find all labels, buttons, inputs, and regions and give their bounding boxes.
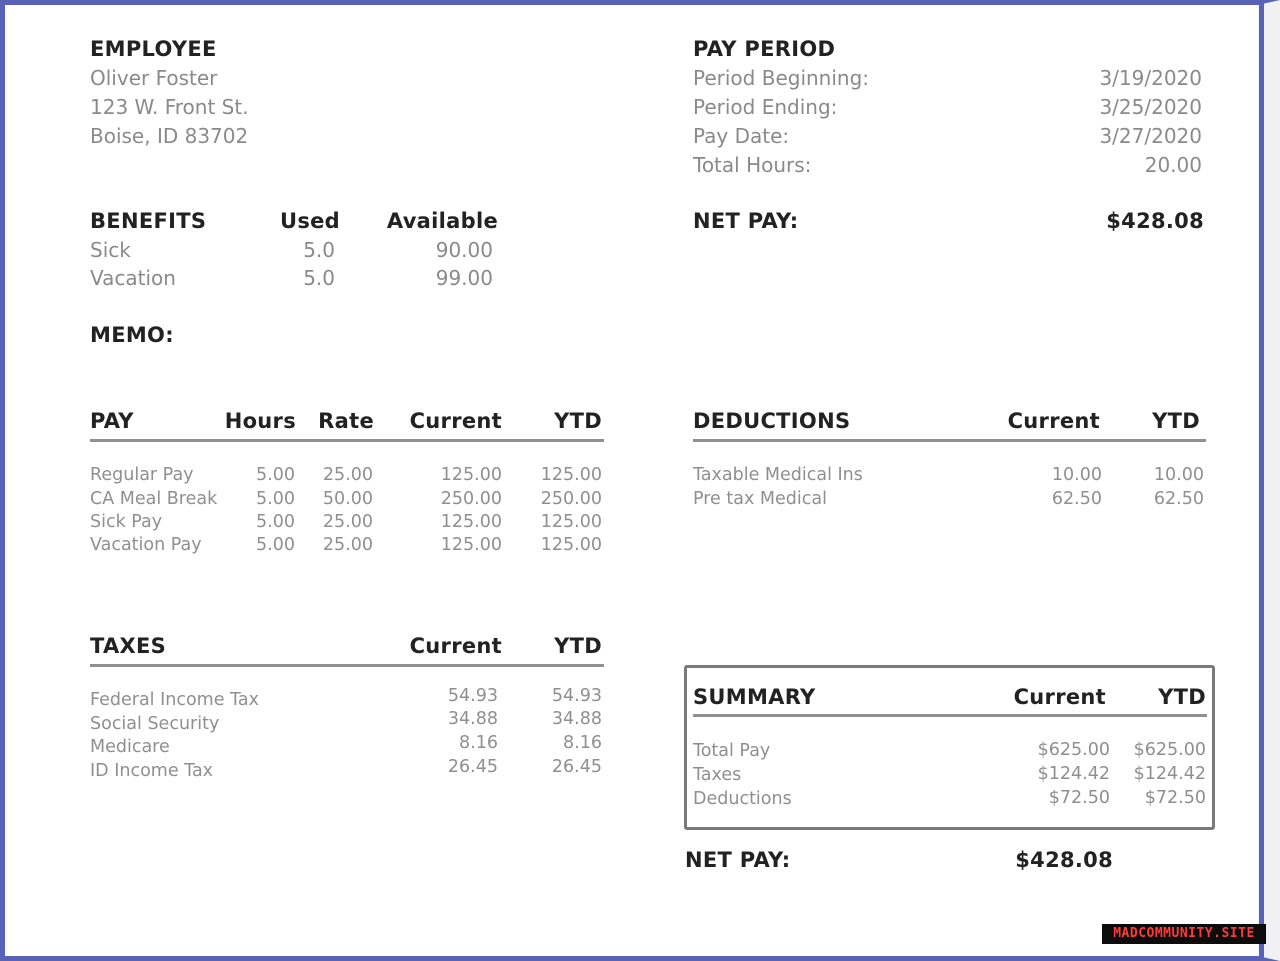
pay-row-label: Sick Pay (90, 512, 163, 532)
employee-city: Boise, ID 83702 (90, 124, 249, 148)
pay-row-rate: 50.00 (322, 489, 373, 509)
summary-row-ytd: $72.50 (1144, 788, 1206, 808)
benefit-available: 90.00 (435, 238, 493, 262)
pay-period-value: 20.00 (1144, 153, 1202, 177)
pay-row-label: Regular Pay (90, 465, 194, 485)
pay-row-ytd: 250.00 (540, 489, 602, 509)
net-pay-value: $428.08 (1106, 209, 1204, 233)
deduction-row-ytd: 10.00 (1153, 465, 1204, 485)
deductions-current-header: Current (1007, 409, 1100, 433)
tax-row-label: ID Income Tax (90, 761, 214, 781)
tax-row-label: Social Security (90, 714, 220, 734)
pay-period-label: Period Ending: (693, 95, 838, 119)
net-pay-summary-label: NET PAY: (685, 848, 791, 872)
deductions-ytd-header: YTD (1152, 409, 1200, 433)
summary-row-current: $72.50 (1048, 788, 1110, 808)
benefits-heading: BENEFITS (90, 209, 207, 233)
deduction-row-current: 10.00 (1051, 465, 1102, 485)
pay-period-label: Period Beginning: (693, 66, 870, 90)
tax-row-current: 54.93 (447, 686, 498, 706)
summary-row-current: $625.00 (1037, 740, 1110, 760)
frame-edge (1259, 0, 1264, 961)
taxes-divider (90, 664, 604, 667)
summary-row-label: Deductions (693, 789, 792, 809)
employee-heading: EMPLOYEE (90, 37, 217, 61)
deduction-row-label: Pre tax Medical (693, 489, 827, 509)
employee-street: 123 W. Front St. (90, 95, 249, 119)
benefits-available-header: Available (386, 209, 498, 233)
pay-row-rate: 25.00 (322, 465, 373, 485)
tax-row-current: 34.88 (447, 709, 498, 729)
pay-row-hours: 5.00 (256, 535, 295, 555)
pay-period-value: 3/25/2020 (1099, 95, 1202, 119)
deductions-heading: DEDUCTIONS (693, 409, 851, 433)
pay-period-label: Pay Date: (693, 124, 790, 148)
taxes-heading: TAXES (90, 634, 167, 658)
pay-row-hours: 5.00 (256, 465, 295, 485)
benefit-used: 5.0 (303, 238, 335, 262)
pay-period-value: 3/19/2020 (1099, 66, 1202, 90)
pay-ytd-header: YTD (554, 409, 602, 433)
pay-row-label: Vacation Pay (90, 535, 202, 555)
pay-row-rate: 25.00 (322, 512, 373, 532)
pay-row-ytd: 125.00 (540, 512, 602, 532)
employee-name: Oliver Foster (90, 66, 218, 90)
benefits-used-header: Used (279, 209, 340, 233)
summary-divider (693, 714, 1207, 717)
benefit-available: 99.00 (435, 266, 493, 290)
pay-period-heading: PAY PERIOD (693, 37, 836, 61)
tax-row-current: 8.16 (459, 733, 498, 753)
deduction-row-label: Taxable Medical Ins (693, 465, 863, 485)
pay-rate-header: Rate (318, 409, 374, 433)
summary-row-ytd: $625.00 (1133, 740, 1206, 760)
pay-current-header: Current (409, 409, 502, 433)
pay-row-hours: 5.00 (256, 512, 295, 532)
tax-row-current: 26.45 (447, 757, 498, 777)
deductions-divider (693, 439, 1206, 442)
pay-row-current: 125.00 (440, 465, 502, 485)
summary-row-label: Taxes (693, 765, 742, 785)
deduction-row-ytd: 62.50 (1153, 489, 1204, 509)
pay-row-current: 125.00 (440, 512, 502, 532)
pay-row-ytd: 125.00 (540, 465, 602, 485)
pay-row-current: 125.00 (440, 535, 502, 555)
net-pay-label: NET PAY: (693, 209, 799, 233)
tax-row-ytd: 26.45 (551, 757, 602, 777)
memo-label: MEMO: (90, 323, 174, 347)
watermark-badge: MADCOMMUNITY.SITE (1102, 924, 1266, 944)
taxes-ytd-header: YTD (554, 634, 602, 658)
summary-heading: SUMMARY (693, 685, 816, 709)
pay-row-rate: 25.00 (322, 535, 373, 555)
pay-heading: PAY (90, 409, 134, 433)
pay-row-current: 250.00 (440, 489, 502, 509)
benefit-label: Vacation (90, 266, 176, 290)
tax-row-label: Medicare (90, 737, 170, 757)
tax-row-ytd: 54.93 (551, 686, 602, 706)
pay-row-label: CA Meal Break (90, 489, 218, 509)
tax-row-ytd: 8.16 (563, 733, 602, 753)
summary-current-header: Current (1013, 685, 1106, 709)
tax-row-ytd: 34.88 (551, 709, 602, 729)
deduction-row-current: 62.50 (1051, 489, 1102, 509)
summary-row-current: $124.42 (1037, 764, 1110, 784)
pay-row-ytd: 125.00 (540, 535, 602, 555)
pay-row-hours: 5.00 (256, 489, 295, 509)
summary-row-label: Total Pay (693, 741, 771, 761)
pay-period-value: 3/27/2020 (1099, 124, 1202, 148)
summary-ytd-header: YTD (1158, 685, 1206, 709)
benefit-used: 5.0 (303, 266, 335, 290)
net-pay-summary-value: $428.08 (1015, 848, 1113, 872)
pay-hours-header: Hours (224, 409, 296, 433)
benefit-label: Sick (90, 238, 131, 262)
pay-divider (90, 439, 604, 442)
pay-period-label: Total Hours: (693, 153, 812, 177)
summary-row-ytd: $124.42 (1133, 764, 1206, 784)
taxes-current-header: Current (409, 634, 502, 658)
tax-row-label: Federal Income Tax (90, 690, 259, 710)
